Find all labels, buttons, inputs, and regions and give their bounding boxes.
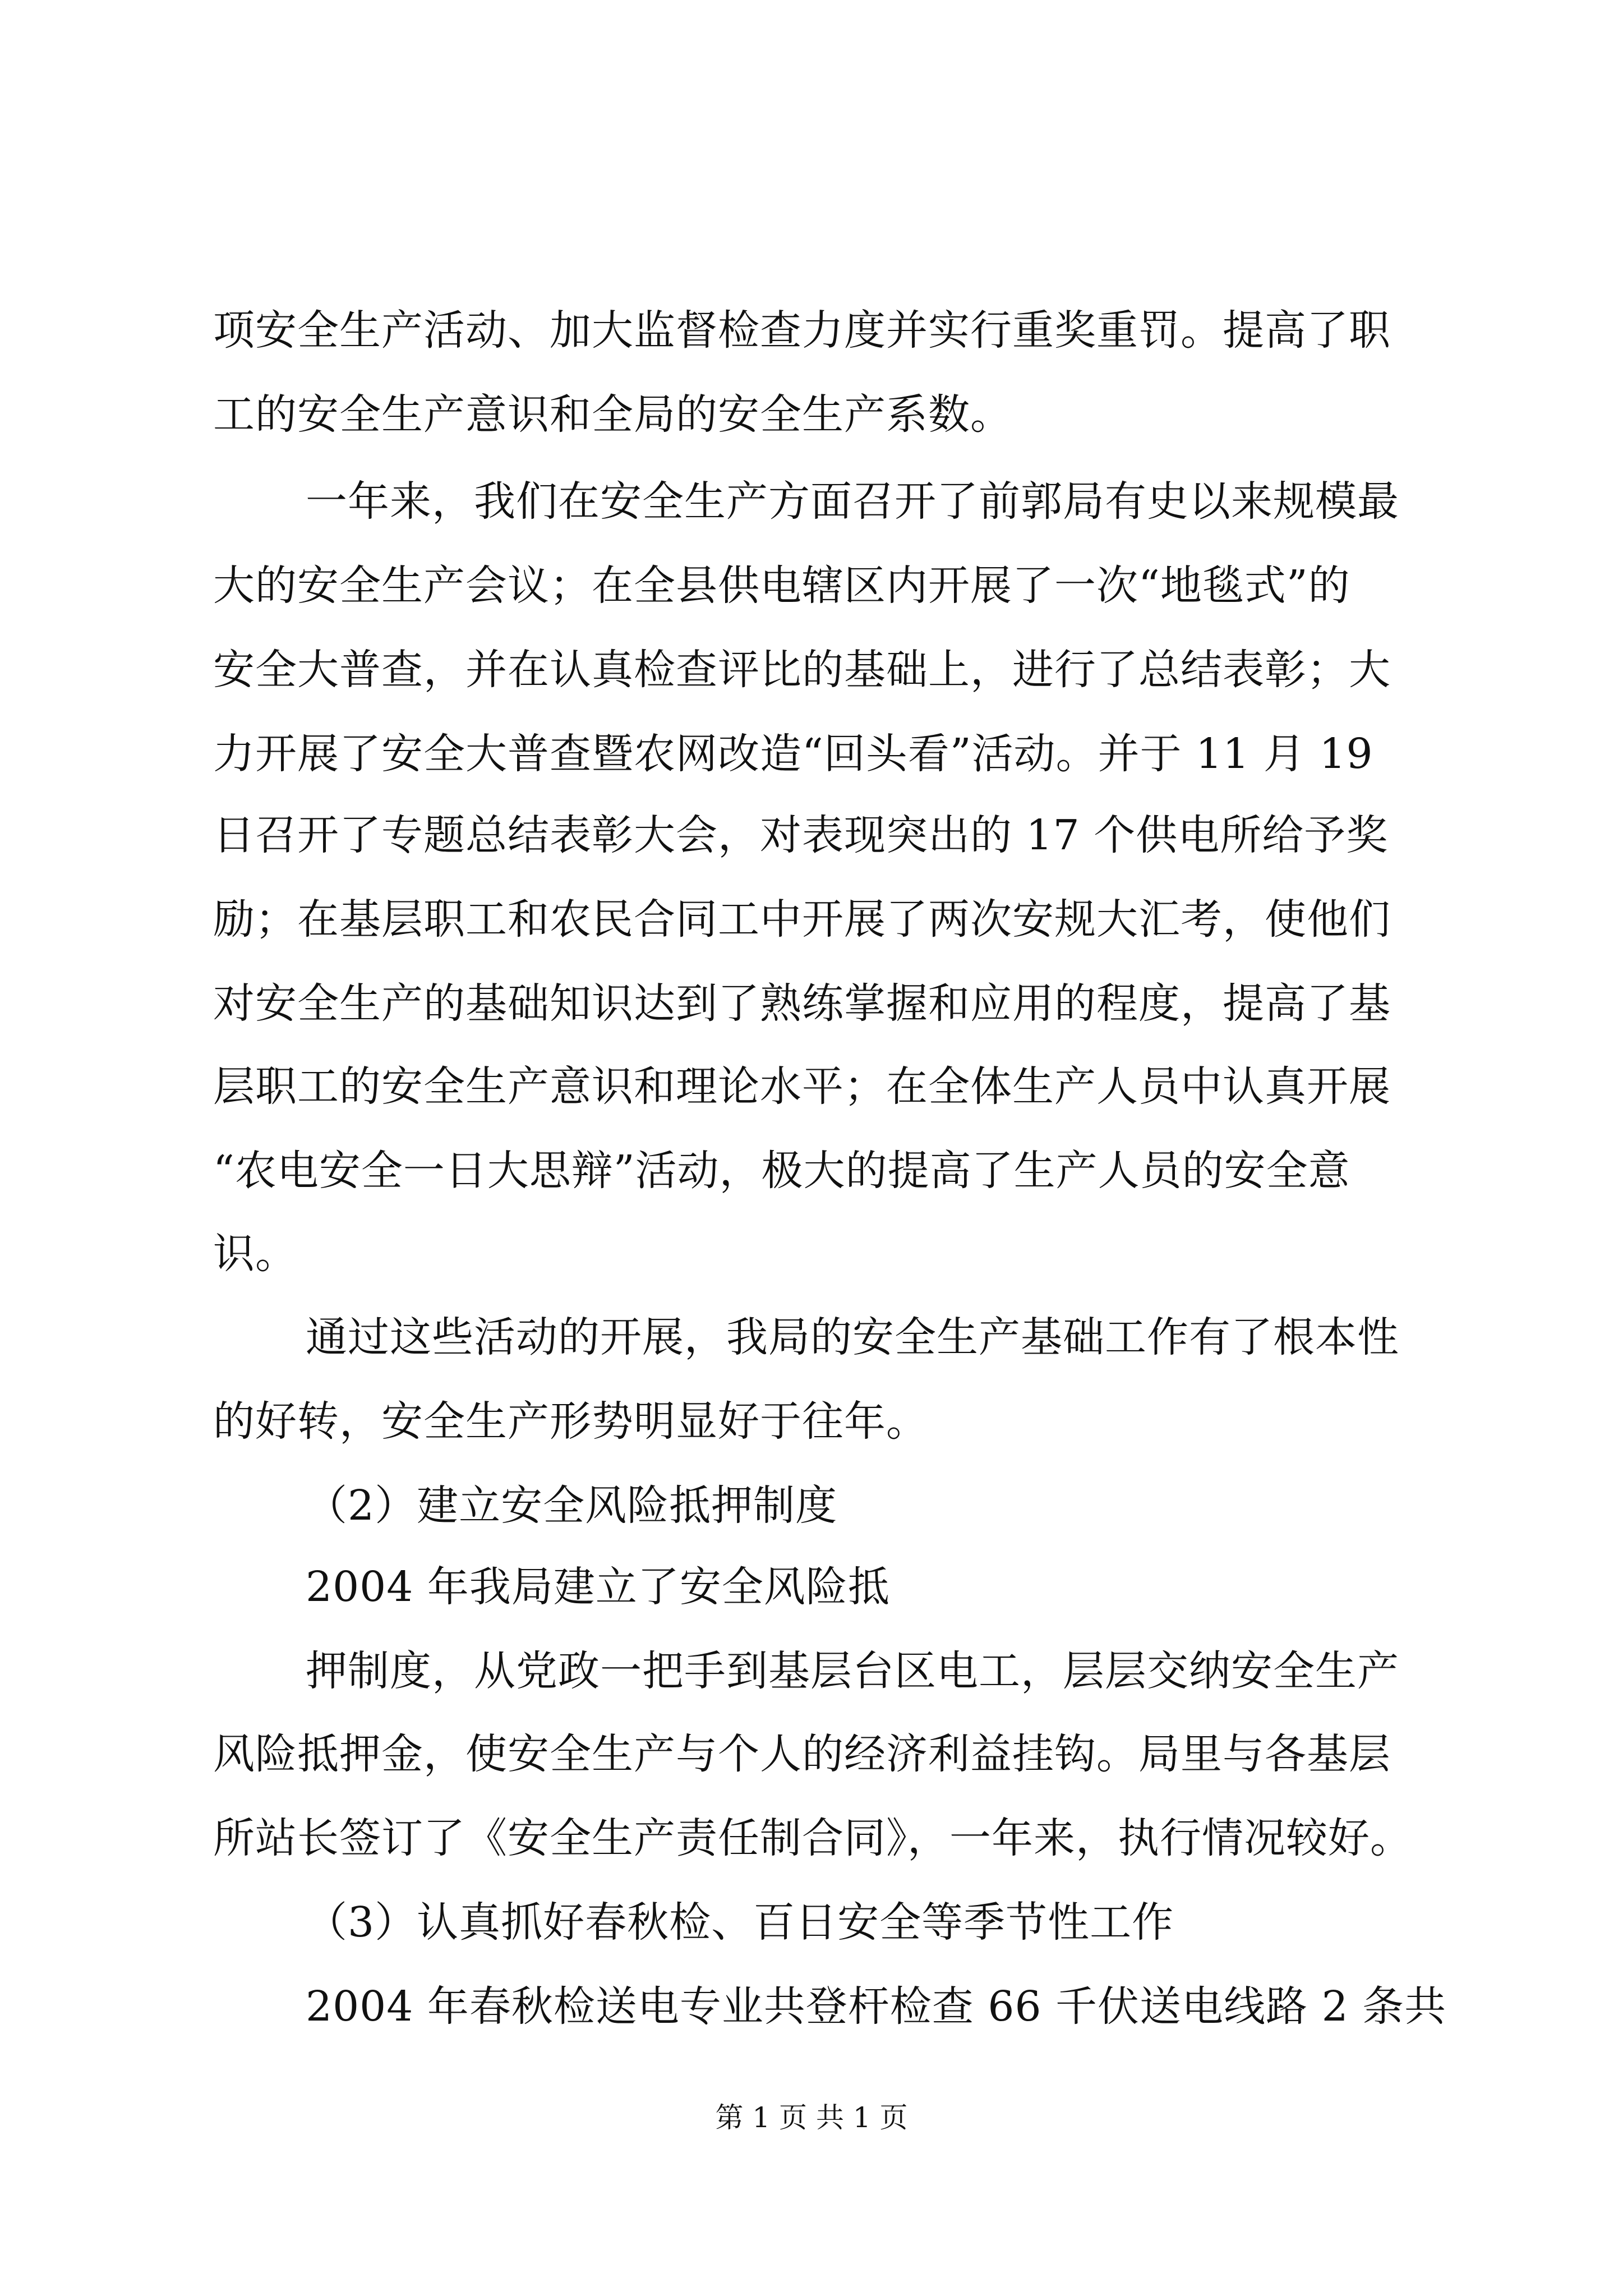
text-line: 日召开了专题总结表彰大会，对表现突出的 17 个供电所给予奖 (213, 811, 1389, 859)
section-heading: （2）建立安全风险抵押制度 (306, 1481, 838, 1530)
text-line: 通过这些活动的开展，我局的安全生产基础工作有了根本性 (306, 1313, 1399, 1361)
text-line: 大的安全生产会议；在全县供电辖区内开展了一次“地毯式”的 (213, 562, 1350, 610)
text-line: 工的安全生产意识和全局的安全生产系数。 (213, 390, 1012, 439)
section-heading: （3）认真抓好春秋检、百日安全等季节性工作 (306, 1898, 1174, 1947)
text-line: 2004 年春秋检送电专业共登杆检查 66 千伏送电线路 2 条共 (306, 1982, 1447, 2031)
text-line: 安全大普查，并在认真检查评比的基础上，进行了总结表彰；大 (213, 646, 1391, 694)
text-line: 风险抵押金，使安全生产与个人的经济利益挂钩。局里与各基层 (213, 1730, 1391, 1778)
text-line: “农电安全一日大思辩”活动，极大的提高了生产人员的安全意 (213, 1147, 1350, 1195)
text-line: 的好转，安全生产形势明显好于往年。 (213, 1397, 928, 1446)
text-line: 2004 年我局建立了安全风险抵 (306, 1563, 890, 1611)
text-line: 励；在基层职工和农民合同工中开展了两次安规大汇考，使他们 (213, 895, 1391, 944)
text-line: 所站长签订了《安全生产责任制合同》，一年来，执行情况较好。 (213, 1814, 1412, 1862)
text-line: 层职工的安全生产意识和理论水平；在全体生产人员中认真开展 (213, 1062, 1391, 1111)
text-line: 识。 (213, 1230, 297, 1278)
text-line: 一年来，我们在安全生产方面召开了前郭局有史以来规模最 (306, 477, 1399, 526)
text-line: 押制度，从党政一把手到基层台区电工，层层交纳安全生产 (306, 1647, 1399, 1695)
text-line: 力开展了安全大普查暨农网改造“回头看”活动。并于 11 月 19 (213, 730, 1373, 778)
page-footer: 第 1 页 共 1 页 (715, 2101, 908, 2134)
text-line: 对安全生产的基础知识达到了熟练掌握和应用的程度，提高了基 (213, 979, 1391, 1028)
text-line: 项安全生产活动、加大监督检查力度并实行重奖重罚。提高了职 (213, 306, 1391, 355)
